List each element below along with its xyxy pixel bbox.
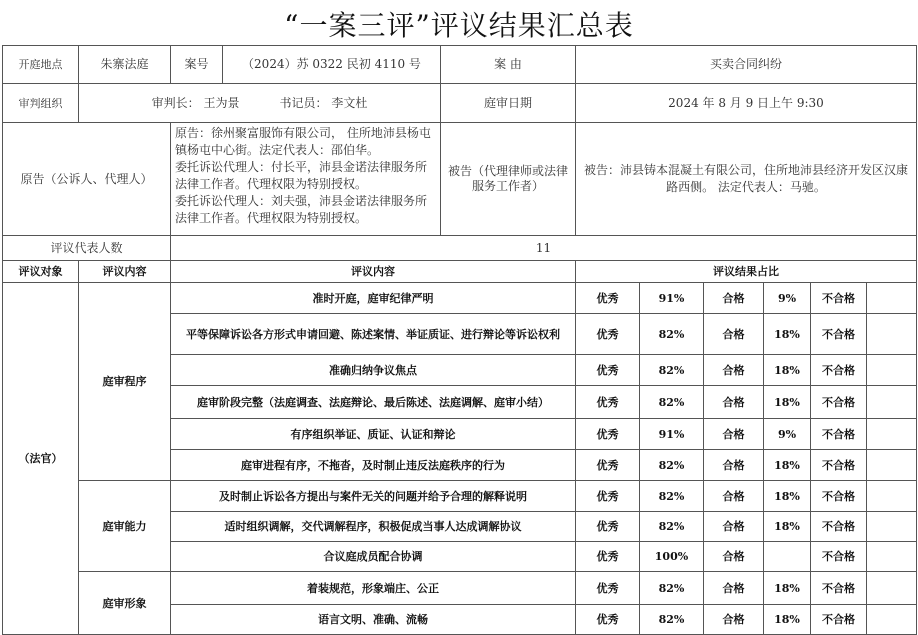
unqualified-percent [866,449,917,481]
criterion-text: 准确归纳争议焦点 [170,354,576,386]
defendant-label: 被告（代理律师或法律服务工作者） [440,122,576,236]
excellent-label: 优秀 [575,282,640,314]
criterion-text: 庭审阶段完整（法庭调查、法庭辩论、最后陈述、法庭调解、庭审小结） [170,385,576,419]
col-detail: 评议内容 [170,260,576,283]
reviewers-value: 11 [170,235,917,261]
excellent-percent: 82% [639,354,704,386]
excellent-label: 优秀 [575,511,640,542]
unqualified-percent [866,604,917,635]
excellent-percent: 82% [639,313,704,355]
qualified-label: 合格 [703,511,764,542]
qualified-percent: 18% [763,354,811,386]
unqualified-label: 不合格 [810,354,867,386]
qualified-percent: 18% [763,571,811,605]
qualified-percent [763,541,811,572]
court-label: 开庭地点 [2,45,79,84]
qualified-label: 合格 [703,385,764,419]
criterion-text: 合议庭成员配合协调 [170,541,576,572]
group-label: 庭审程序 [78,282,171,481]
qualified-label: 合格 [703,449,764,481]
excellent-label: 优秀 [575,604,640,635]
clerk: 书记员： 李文杜 [279,95,368,110]
criterion-text: 适时组织调解，交代调解程序，积极促成当事人达成调解协议 [170,511,576,542]
criterion-text: 平等保障诉讼各方形式申请回避、陈述案情、举证质证、进行辩论等诉讼权利 [170,313,576,355]
excellent-label: 优秀 [575,354,640,386]
date-label: 庭审日期 [440,83,576,123]
qualified-percent: 18% [763,385,811,419]
unqualified-label: 不合格 [810,480,867,512]
court-value: 朱寨法庭 [78,45,171,84]
criterion-text: 语言文明、准确、流畅 [170,604,576,635]
unqualified-percent [866,541,917,572]
unqualified-percent [866,511,917,542]
presiding-judge: 审判长： 王为景 [151,95,240,110]
unqualified-percent [866,480,917,512]
criterion-text: 有序组织举证、质证、认证和辩论 [170,418,576,450]
excellent-percent: 82% [639,449,704,481]
unqualified-percent [866,418,917,450]
unqualified-label: 不合格 [810,313,867,355]
unqualified-percent [866,571,917,605]
excellent-label: 优秀 [575,480,640,512]
excellent-label: 优秀 [575,385,640,419]
qualified-percent: 9% [763,282,811,314]
case-no-label: 案号 [170,45,223,84]
excellent-percent: 82% [639,480,704,512]
plaintiff-label: 原告（公诉人、代理人） [2,122,171,236]
unqualified-label: 不合格 [810,604,867,635]
group-label: 庭审能力 [78,480,171,572]
unqualified-label: 不合格 [810,418,867,450]
unqualified-label: 不合格 [810,571,867,605]
qualified-percent: 18% [763,604,811,635]
unqualified-percent [866,354,917,386]
qualified-percent: 18% [763,449,811,481]
qualified-label: 合格 [703,313,764,355]
plaintiff-line: 委托诉讼代理人：刘夫强，沛县金诺法律服务所法律工作者。代理权限为特别授权。 [175,194,428,225]
qualified-label: 合格 [703,541,764,572]
unqualified-label: 不合格 [810,511,867,542]
unqualified-percent [866,282,917,314]
unqualified-percent [866,385,917,419]
excellent-percent: 82% [639,571,704,605]
unqualified-label: 不合格 [810,541,867,572]
qualified-label: 合格 [703,480,764,512]
excellent-label: 优秀 [575,418,640,450]
excellent-percent: 100% [639,541,704,572]
object-judge: （法官） [2,282,79,635]
cause-label: 案 由 [440,45,576,84]
excellent-label: 优秀 [575,313,640,355]
cause-value: 买卖合同纠纷 [575,45,917,84]
qualified-label: 合格 [703,282,764,314]
qualified-percent: 18% [763,480,811,512]
qualified-label: 合格 [703,604,764,635]
criterion-text: 准时开庭，庭审纪律严明 [170,282,576,314]
qualified-label: 合格 [703,418,764,450]
excellent-label: 优秀 [575,541,640,572]
qualified-percent: 9% [763,418,811,450]
col-content: 评议内容 [78,260,171,283]
excellent-label: 优秀 [575,449,640,481]
panel-members [78,83,441,123]
group-label: 庭审形象 [78,571,171,635]
qualified-percent: 18% [763,511,811,542]
unqualified-percent [866,313,917,355]
unqualified-label: 不合格 [810,449,867,481]
excellent-percent: 82% [639,511,704,542]
criterion-text: 着装规范，形象端庄、公正 [170,571,576,605]
col-object: 评议对象 [2,260,79,283]
excellent-percent: 91% [639,282,704,314]
panel-label: 审判组织 [2,83,79,123]
qualified-label: 合格 [703,354,764,386]
qualified-percent: 18% [763,313,811,355]
unqualified-label: 不合格 [810,385,867,419]
plaintiff-info [170,122,441,236]
criterion-text: 及时制止诉讼各方提出与案件无关的问题并给予合理的解释说明 [170,480,576,512]
plaintiff-line: 委托诉讼代理人：付长平，沛县金诺法律服务所法律工作者。代理权限为特别授权。 [175,160,428,191]
defendant-info: 被告：沛县铸本混凝土有限公司，住所地沛县经济开发区汉康路西侧。 法定代表人：马驰。 [575,122,917,236]
excellent-percent: 82% [639,604,704,635]
unqualified-label: 不合格 [810,282,867,314]
qualified-label: 合格 [703,571,764,605]
criterion-text: 庭审进程有序，不拖沓，及时制止违反法庭秩序的行为 [170,449,576,481]
excellent-percent: 91% [639,418,704,450]
excellent-label: 优秀 [575,571,640,605]
case-no-value: （2024）苏 0322 民初 4110 号 [222,45,441,84]
reviewers-label: 评议代表人数 [2,235,171,261]
col-result: 评议结果占比 [575,260,917,283]
page-title: “一案三评”评议结果汇总表 [284,9,634,42]
date-value: 2024 年 8 月 9 日上午 9:30 [575,83,917,123]
plaintiff-line: 原告：徐州聚富服饰有限公司， 住所地沛县杨屯镇杨屯中心街。法定代表人：邵伯华。 [175,126,431,157]
excellent-percent: 82% [639,385,704,419]
